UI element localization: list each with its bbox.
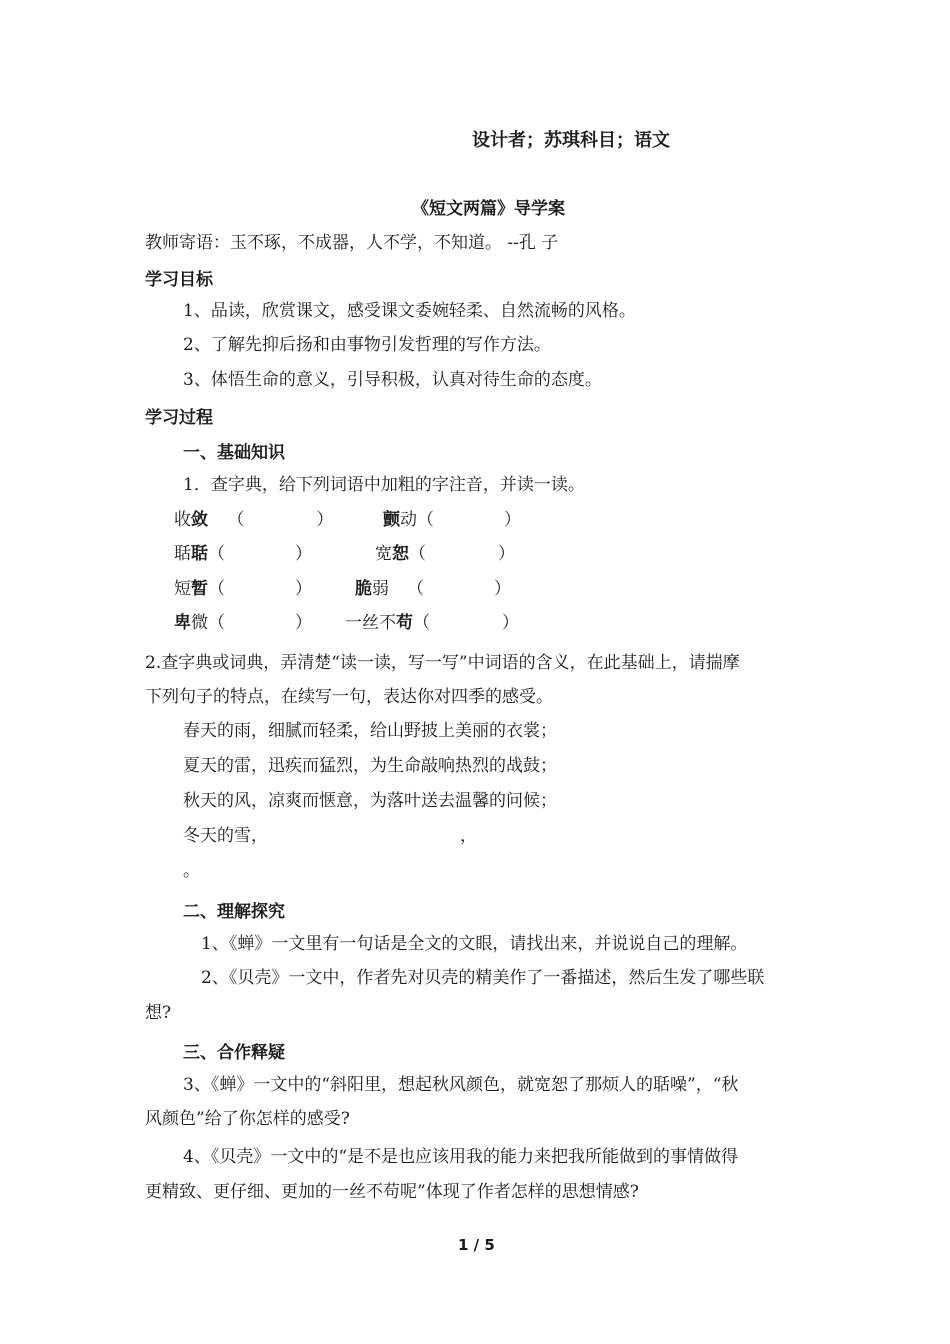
season-sentence: 春天的雨，细腻而轻柔，给山野披上美丽的衣裳； bbox=[183, 721, 557, 741]
section3-question-3-line2: 风颜色”给了你怎样的感受? bbox=[145, 1109, 350, 1129]
word-item: 收敛 （ ） bbox=[174, 510, 334, 530]
goal-item: 1、品读，欣赏课文，感受课文委婉轻柔、自然流畅的风格。 bbox=[183, 301, 636, 321]
question-2-line1: 2.查字典或词典，弄清楚“读一读，写一写”中词语的含义，在此基础上，请揣摩 bbox=[145, 653, 740, 673]
section-basic-knowledge: 一、基础知识 bbox=[183, 443, 285, 463]
section2-question-1: 1、《蝉》一文里有一句话是全文的文眼，请找出来，并说说自己的理解。 bbox=[201, 934, 748, 954]
word-item: 脆弱 （ ） bbox=[355, 579, 511, 599]
goal-item: 3、体悟生命的意义，引导积极，认真对待生命的态度。 bbox=[183, 370, 602, 390]
winter-sentence-end: 。 bbox=[183, 861, 200, 881]
question-1: 1．查字典，给下列词语中加粗的字注音，并读一读。 bbox=[183, 475, 585, 495]
winter-sentence-start: 冬天的雪， bbox=[183, 826, 268, 846]
section-cooperation: 三、合作释疑 bbox=[183, 1043, 285, 1063]
section3-question-3-line1: 3、《蝉》一文中的“斜阳里，想起秋风颜色，就宽恕了那烦人的聒噪”，“秋 bbox=[183, 1075, 739, 1095]
designer-subject-header: 设计者；苏琪科目；语文 bbox=[472, 130, 670, 151]
section2-question-2-line1: 2、《贝壳》一文中，作者先对贝壳的精美作了一番描述，然后生发了哪些联 bbox=[201, 968, 765, 988]
section-understanding: 二、理解探究 bbox=[183, 902, 285, 922]
word-item: 一丝不苟（ ） bbox=[345, 613, 519, 633]
word-item: 宽恕（ ） bbox=[375, 544, 515, 564]
document-title: 《短文两篇》导学案 bbox=[412, 199, 565, 219]
word-item: 短暂（ ） bbox=[174, 579, 312, 599]
goal-item: 2、了解先抑后扬和由事物引发哲理的写作方法。 bbox=[183, 335, 551, 355]
question-2-line2: 下列句子的特点，在续写一句，表达你对四季的感受。 bbox=[145, 687, 553, 707]
page-number: 1 / 5 bbox=[458, 1236, 495, 1254]
season-sentence: 秋天的风，凉爽而惬意，为落叶送去温馨的问候； bbox=[183, 791, 557, 811]
teacher-motto: 教师寄语：玉不琢，不成器，人不学，不知道。 --孔 子 bbox=[145, 233, 559, 253]
winter-sentence-comma: ， bbox=[460, 826, 477, 846]
goals-heading: 学习目标 bbox=[145, 270, 213, 290]
word-item: 颤动（ ） bbox=[383, 510, 521, 530]
word-item: 聒聒（ ） bbox=[174, 544, 312, 564]
section2-question-2-line2: 想? bbox=[145, 1003, 172, 1023]
section3-question-4-line2: 更精致、更仔细、更加的一丝不苟呢”体现了作者怎样的思想情感? bbox=[145, 1182, 639, 1202]
season-sentence: 夏天的雷，迅疾而猛烈，为生命敲响热烈的战鼓； bbox=[183, 756, 557, 776]
section3-question-4-line1: 4、《贝壳》一文中的“是不是也应该用我的能力来把我所能做到的事情做得 bbox=[183, 1147, 739, 1167]
word-item: 卑微（ ） bbox=[174, 613, 312, 633]
process-heading: 学习过程 bbox=[145, 408, 213, 428]
